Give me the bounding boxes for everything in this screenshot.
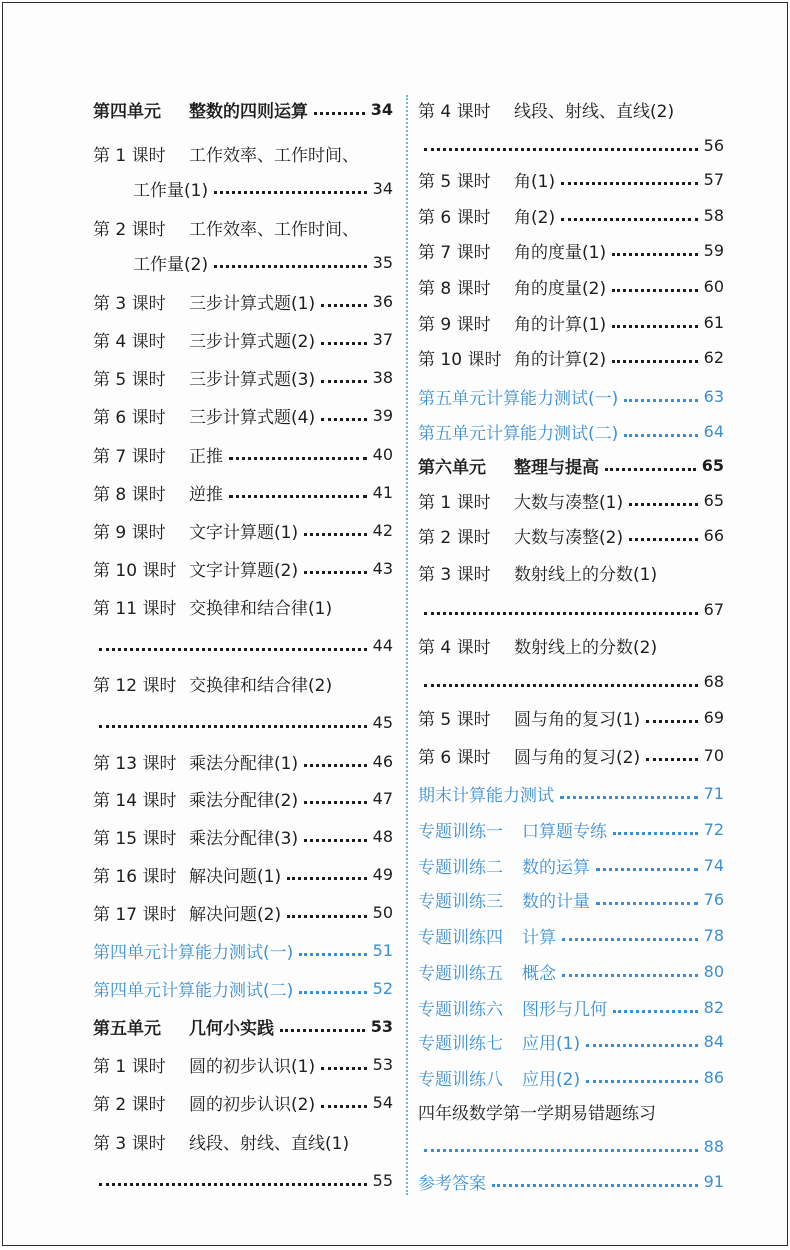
- toc-entry-title: 期末计算能力测试: [418, 785, 554, 806]
- toc-entry-title: 角(2): [514, 207, 556, 228]
- toc-page-number: 34: [370, 99, 393, 119]
- toc-entry-title: 第四单元计算能力测试(二): [93, 980, 294, 1001]
- dot-leader: [561, 182, 698, 185]
- toc-entry-label: 第 2 课时: [418, 527, 491, 548]
- toc-entry: [418, 521, 724, 549]
- dot-leader: [629, 538, 698, 541]
- toc-entry-title: 应用(1): [522, 1033, 581, 1054]
- toc-page-number: 47: [372, 788, 393, 808]
- toc-page-number: 86: [703, 1067, 724, 1087]
- toc-entry-title: 整理与提高: [514, 457, 599, 478]
- toc-entry-label: 第 6 课时: [418, 207, 491, 228]
- toc-entry-label: 第 2 课时: [93, 1094, 166, 1115]
- toc-entry-label: 专题训练三: [418, 891, 503, 912]
- toc-page-number: 65: [701, 455, 724, 475]
- toc-page-number: 56: [703, 135, 724, 155]
- toc-entry-title: 三步计算式题(4): [189, 407, 316, 428]
- toc-entry-title: 圆的初步认识(1): [189, 1056, 316, 1077]
- toc-entry-label: 第 16 课时: [93, 866, 177, 887]
- toc-entry: [93, 898, 393, 926]
- toc-entry: [418, 272, 724, 300]
- toc-entry-title: 工作量(2): [133, 254, 209, 275]
- dot-leader: [586, 1044, 698, 1047]
- toc-entry-title: 文字计算题(2): [189, 560, 299, 581]
- toc-entry-title: 线段、射线、直线(2): [514, 101, 675, 122]
- toc-page-number: 84: [703, 1031, 724, 1051]
- toc-entry-label: 第 10 课时: [93, 560, 177, 581]
- dot-leader: [304, 571, 367, 574]
- toc-entry-title: 几何小实践: [189, 1018, 274, 1039]
- toc-entry: [93, 440, 393, 468]
- toc-entry-title: 概念: [522, 963, 556, 984]
- toc-entry-label: 第 4 课时: [93, 331, 166, 352]
- dot-leader: [562, 938, 698, 941]
- toc-page-number: 39: [372, 405, 393, 425]
- dot-leader: [321, 418, 367, 421]
- dot-leader: [314, 112, 365, 115]
- toc-entry-label: 第五单元: [93, 1018, 161, 1039]
- toc-entry-label: 第 17 课时: [93, 904, 177, 925]
- dot-leader: [304, 533, 367, 536]
- toc-entry-label: 第 8 课时: [93, 484, 166, 505]
- toc-entry-title: 三步计算式题(3): [189, 369, 316, 390]
- toc-entry-label: 专题训练五: [418, 963, 503, 984]
- toc-entry: [418, 595, 724, 623]
- toc-page-number: 57: [703, 169, 724, 189]
- toc-entry-label: 第 12 课时: [93, 675, 177, 696]
- toc-entry: [418, 95, 724, 123]
- toc-entry: [418, 993, 724, 1021]
- toc-page-number: 59: [703, 240, 724, 260]
- toc-entry: [93, 592, 393, 620]
- toc-page-number: 58: [703, 205, 724, 225]
- toc-entry-label: 专题训练二: [418, 857, 503, 878]
- toc-entry-title: 解决问题(2): [189, 904, 282, 925]
- toc-entry-label: 第 4 课时: [418, 637, 491, 658]
- dot-leader: [561, 218, 698, 221]
- toc-page-number: 55: [372, 1170, 393, 1190]
- dot-leader: [321, 1105, 367, 1108]
- dot-leader: [424, 148, 698, 151]
- toc-entry: [418, 1027, 724, 1055]
- toc-entry: [418, 851, 724, 879]
- toc-page-number: 60: [703, 276, 724, 296]
- toc-page-number: 45: [372, 712, 393, 732]
- toc-entry-label: 第 2 课时: [93, 219, 166, 240]
- toc-entry-title: 数的计量: [522, 891, 590, 912]
- toc-page-number: 64: [703, 421, 724, 441]
- toc-entry: [93, 631, 393, 659]
- toc-entry: [418, 486, 724, 514]
- toc-entry-title: 整数的四则运算: [189, 101, 308, 122]
- toc-entry-label: 第 5 课时: [418, 171, 491, 192]
- toc-page-number: 62: [703, 347, 724, 367]
- toc-entry: [93, 213, 393, 241]
- toc-entry-label: 第 15 课时: [93, 828, 177, 849]
- toc-entry-title: 工作效率、工作时间、: [189, 145, 359, 166]
- toc-entry-title: 角的度量(2): [514, 278, 607, 299]
- toc-entry-title: 应用(2): [522, 1069, 581, 1090]
- toc-page-number: 34: [372, 178, 393, 198]
- toc-entry-title: 乘法分配律(1): [189, 753, 299, 774]
- dot-leader: [214, 191, 367, 194]
- dot-leader: [424, 1149, 698, 1152]
- toc-page-number: 51: [372, 940, 393, 960]
- toc-page-number: 65: [703, 490, 724, 510]
- toc-page-number: 50: [372, 902, 393, 922]
- toc-entry: [93, 822, 393, 850]
- toc-entry: [93, 669, 393, 697]
- toc-page-number: 68: [703, 671, 724, 691]
- toc-entry: [93, 708, 393, 736]
- dot-leader: [596, 902, 698, 905]
- toc-page-number: 40: [372, 444, 393, 464]
- toc-page-number: 41: [372, 482, 393, 502]
- column-divider: [406, 95, 408, 1195]
- toc-entry-title: 第四单元计算能力测试(一): [93, 942, 294, 963]
- dot-leader: [562, 974, 698, 977]
- dot-leader: [613, 832, 698, 835]
- toc-entry-title: 三步计算式题(2): [189, 331, 316, 352]
- toc-entry: [93, 325, 393, 353]
- toc-entry-label: 第 6 课时: [418, 747, 491, 768]
- toc-entry: [418, 667, 724, 695]
- toc-entry: [93, 860, 393, 888]
- toc-page-number: 53: [370, 1016, 393, 1036]
- toc-entry-title: 角的度量(1): [514, 242, 607, 263]
- dot-leader: [99, 1183, 367, 1186]
- toc-page-number: 80: [703, 961, 724, 981]
- toc-entry: [93, 516, 393, 544]
- dot-leader: [646, 758, 698, 761]
- dot-leader: [629, 503, 698, 506]
- toc-entry: [93, 936, 393, 964]
- toc-entry-label: 专题训练八: [418, 1069, 503, 1090]
- dot-leader: [424, 612, 698, 615]
- toc-entry: [93, 1127, 393, 1155]
- toc-entry-title: 工作量(1): [133, 180, 209, 201]
- toc-entry-title: 线段、射线、直线(1): [189, 1133, 350, 1154]
- toc-entry: [93, 248, 393, 276]
- toc-entry-label: 第 1 课时: [93, 145, 166, 166]
- toc-entry: [93, 401, 393, 429]
- toc-entry: [418, 236, 724, 264]
- toc-entry-title: 三步计算式题(1): [189, 293, 316, 314]
- toc-entry: [93, 1088, 393, 1116]
- toc-page-number: 76: [703, 889, 724, 909]
- dot-leader: [612, 289, 698, 292]
- dot-leader: [613, 1010, 698, 1013]
- toc-entry: [418, 815, 724, 843]
- toc-page-number: 43: [372, 558, 393, 578]
- toc-page-number: 63: [703, 386, 724, 406]
- dot-leader: [492, 1184, 698, 1187]
- toc-entry: [418, 631, 724, 659]
- toc-entry-title: 交换律和结合律(2): [189, 675, 333, 696]
- toc-entry-label: 第 1 课时: [418, 492, 491, 513]
- toc-page-number: 36: [372, 291, 393, 311]
- toc-page-number: 54: [372, 1092, 393, 1112]
- dot-leader: [229, 495, 367, 498]
- toc-entry-label: 第 4 课时: [418, 101, 491, 122]
- dot-leader: [612, 325, 698, 328]
- toc-page-number: 42: [372, 520, 393, 540]
- toc-entry: [93, 174, 393, 202]
- toc-entry-title: 工作效率、工作时间、: [189, 219, 359, 240]
- toc-entry-title: 圆与角的复习(2): [514, 747, 641, 768]
- toc-entry: [93, 287, 393, 315]
- toc-entry-title: 角(1): [514, 171, 556, 192]
- toc-page-number: 61: [703, 312, 724, 332]
- dot-leader: [287, 877, 367, 880]
- toc-entry-title: 计算: [522, 927, 556, 948]
- toc-entry: [418, 382, 724, 410]
- dot-leader: [612, 253, 698, 256]
- toc-entry: [93, 1166, 393, 1194]
- toc-entry-title: 圆与角的复习(1): [514, 709, 641, 730]
- toc-entry-label: 第 3 课时: [93, 293, 166, 314]
- toc-entry-title: 解决问题(1): [189, 866, 282, 887]
- toc-page-number: 82: [703, 997, 724, 1017]
- toc-entry: [418, 921, 724, 949]
- dot-leader: [321, 1067, 367, 1070]
- toc-entry-label: 第 3 课时: [418, 564, 491, 585]
- toc-page-number: 44: [372, 635, 393, 655]
- toc-page-number: 78: [703, 925, 724, 945]
- dot-leader: [605, 468, 696, 471]
- toc-entry: [93, 363, 393, 391]
- toc-entry-label: 第 5 课时: [93, 369, 166, 390]
- toc-entry-label: 专题训练七: [418, 1033, 503, 1054]
- toc-page-number: 49: [372, 864, 393, 884]
- toc-entry: [418, 1097, 724, 1125]
- toc-entry-title: 乘法分配律(2): [189, 790, 299, 811]
- dot-leader: [321, 342, 367, 345]
- toc-entry-label: 专题训练六: [418, 999, 503, 1020]
- toc-entry-title: 图形与几何: [522, 999, 607, 1020]
- toc-page-number: 67: [703, 599, 724, 619]
- toc-page-number: 66: [703, 525, 724, 545]
- dot-leader: [280, 1029, 365, 1032]
- toc-entry-label: 第 3 课时: [93, 1133, 166, 1154]
- dot-leader: [299, 991, 366, 994]
- toc-entry: [93, 784, 393, 812]
- toc-entry-title: 逆推: [189, 484, 223, 505]
- dot-leader: [299, 953, 366, 956]
- toc-entry: [418, 417, 724, 445]
- toc-page-number: 48: [372, 826, 393, 846]
- toc-page-number: 46: [372, 751, 393, 771]
- toc-page-number: 72: [703, 819, 724, 839]
- dot-leader: [586, 1080, 698, 1083]
- toc-entry: [418, 1167, 724, 1195]
- toc-page-number: 69: [703, 707, 724, 727]
- dot-leader: [560, 796, 698, 799]
- toc-entry-label: 第 9 课时: [418, 314, 491, 335]
- toc-entry-label: 第四单元: [93, 101, 161, 122]
- toc-entry-label: 第 9 课时: [93, 522, 166, 543]
- toc-entry: [93, 974, 393, 1002]
- toc-entry: [418, 451, 724, 479]
- toc-page-number: 71: [703, 783, 724, 803]
- toc-entry: [418, 201, 724, 229]
- dot-leader: [321, 380, 367, 383]
- dot-leader: [287, 915, 367, 918]
- toc-page-number: 53: [372, 1054, 393, 1074]
- toc-entry: [418, 703, 724, 731]
- toc-entry: [418, 1132, 724, 1160]
- toc-page-number: 74: [703, 855, 724, 875]
- toc-page-number: 38: [372, 367, 393, 387]
- toc-entry: [418, 165, 724, 193]
- dot-leader: [229, 457, 367, 460]
- toc-entry-label: 专题训练一: [418, 821, 503, 842]
- dot-leader: [304, 839, 367, 842]
- toc-entry-label: 第 14 课时: [93, 790, 177, 811]
- toc-entry: [93, 747, 393, 775]
- table-of-contents-page: [2, 2, 788, 1246]
- toc-entry: [418, 779, 724, 807]
- dot-leader: [624, 434, 697, 437]
- toc-entry: [418, 558, 724, 586]
- toc-entry-label: 第 7 课时: [418, 242, 491, 263]
- dot-leader: [424, 684, 698, 687]
- toc-entry-title: 大数与凑整(2): [514, 527, 624, 548]
- toc-entry: [418, 741, 724, 769]
- toc-entry: [93, 1050, 393, 1078]
- dot-leader: [646, 720, 698, 723]
- toc-entry-label: 第 11 课时: [93, 598, 177, 619]
- toc-entry: [93, 139, 393, 167]
- toc-entry-title: 文字计算题(1): [189, 522, 299, 543]
- toc-entry-label: 第 7 课时: [93, 446, 166, 467]
- dot-leader: [612, 360, 698, 363]
- toc-page-number: 88: [703, 1136, 724, 1156]
- toc-page-number: 52: [372, 978, 393, 998]
- toc-entry-label: 第 1 课时: [93, 1056, 166, 1077]
- toc-entry-title: 数的运算: [522, 857, 590, 878]
- toc-entry-title: 第五单元计算能力测试(一): [418, 388, 619, 409]
- toc-entry: [93, 554, 393, 582]
- dot-leader: [214, 265, 367, 268]
- toc-entry-title: 数射线上的分数(1): [514, 564, 658, 585]
- toc-entry: [93, 1012, 393, 1040]
- toc-entry-label: 第 8 课时: [418, 278, 491, 299]
- toc-entry: [418, 343, 724, 371]
- dot-leader: [321, 304, 367, 307]
- toc-entry: [93, 95, 393, 123]
- toc-entry-title: 口算题专练: [522, 821, 607, 842]
- toc-entry-title: 第五单元计算能力测试(二): [418, 423, 619, 444]
- toc-entry: [93, 478, 393, 506]
- toc-entry-label: 专题训练四: [418, 927, 503, 948]
- toc-entry-label: 第六单元: [418, 457, 486, 478]
- dot-leader: [304, 764, 367, 767]
- toc-entry-title: 乘法分配律(3): [189, 828, 299, 849]
- toc-entry-title: 圆的初步认识(2): [189, 1094, 316, 1115]
- dot-leader: [624, 399, 697, 402]
- toc-page-number: 70: [703, 745, 724, 765]
- toc-entry-title: 角的计算(2): [514, 349, 607, 370]
- toc-page-number: 35: [372, 252, 393, 272]
- toc-entry-title: 正推: [189, 446, 223, 467]
- toc-entry: [418, 885, 724, 913]
- toc-entry-title: 四年级数学第一学期易错题练习: [418, 1103, 656, 1124]
- toc-entry-label: 第 5 课时: [418, 709, 491, 730]
- toc-entry-title: 参考答案: [418, 1173, 486, 1194]
- toc-entry: [418, 1063, 724, 1091]
- toc-entry-label: 第 10 课时: [418, 349, 502, 370]
- toc-entry: [418, 957, 724, 985]
- dot-leader: [596, 868, 698, 871]
- dot-leader: [99, 725, 367, 728]
- toc-entry: [418, 131, 724, 159]
- dot-leader: [99, 648, 367, 651]
- toc-entry-title: 大数与凑整(1): [514, 492, 624, 513]
- toc-entry-label: 第 6 课时: [93, 407, 166, 428]
- toc-entry-label: 第 13 课时: [93, 753, 177, 774]
- toc-page-number: 91: [703, 1171, 724, 1191]
- toc-entry-title: 角的计算(1): [514, 314, 607, 335]
- toc-entry: [418, 308, 724, 336]
- toc-entry-title: 交换律和结合律(1): [189, 598, 333, 619]
- toc-page-number: 37: [372, 329, 393, 349]
- toc-entry-title: 数射线上的分数(2): [514, 637, 658, 658]
- dot-leader: [304, 801, 367, 804]
